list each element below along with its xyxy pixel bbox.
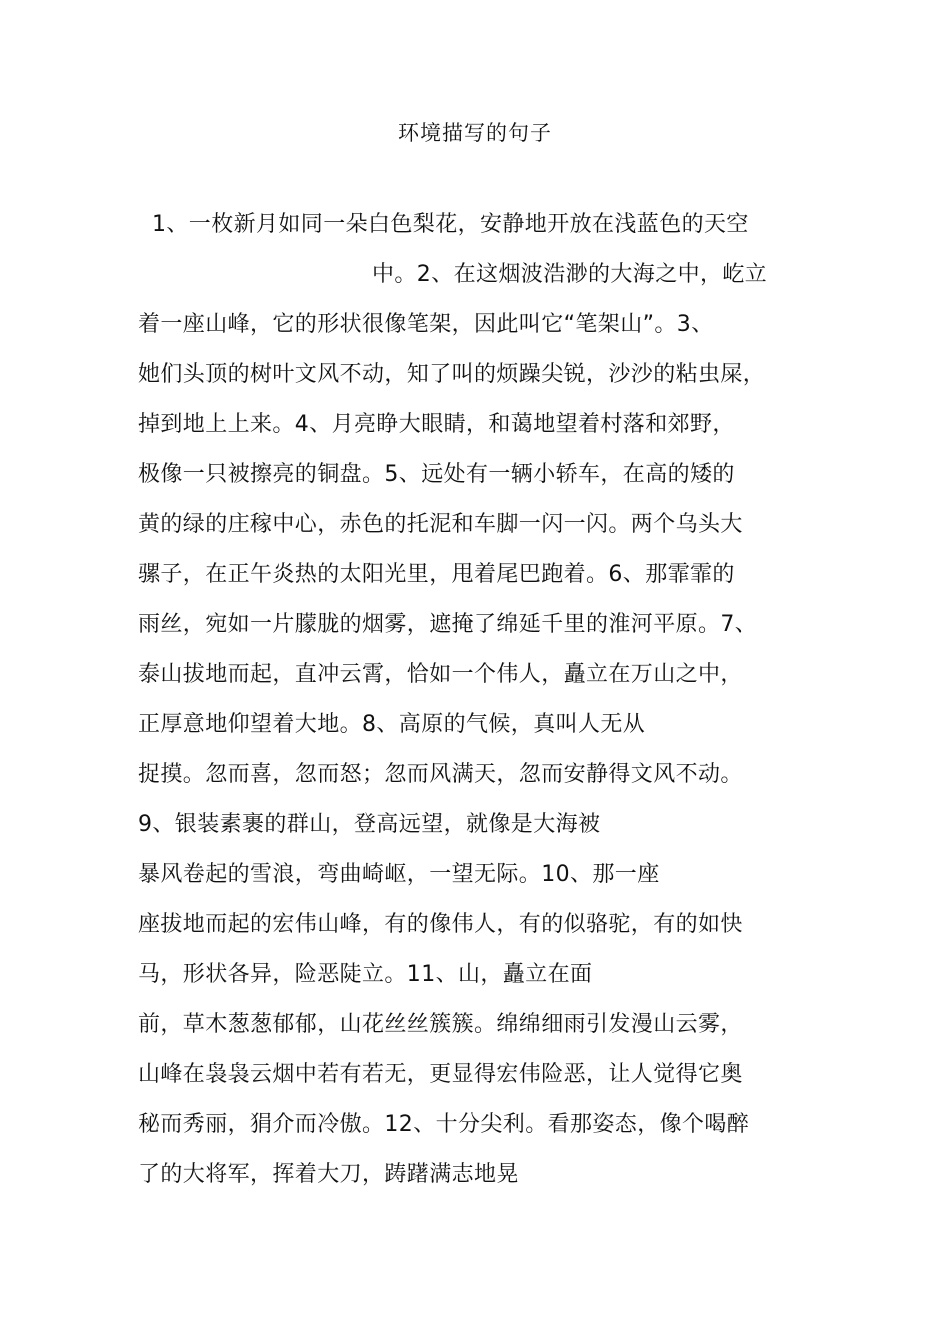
text-line-14: 暴风卷起的雪浪，弯曲崎岖，一望无际。10、那一座 <box>138 862 660 887</box>
text-line-15: 座拔地而起的宏伟山峰，有的像伟人，有的似骆驼，有的如快 <box>138 912 743 937</box>
text-line-13: 9、银装素裹的群山，登高远望，就像是大海被 <box>138 812 601 837</box>
text-line-4: 她们头顶的树叶文风不动，知了叫的烦躁尖锐，沙沙的粘虫屎， <box>138 362 766 387</box>
text-line-5: 掉到地上上来。4、月亮睁大眼睛，和蔼地望着村落和郊野， <box>138 412 735 437</box>
text-line-12: 捉摸。忽而喜，忽而怒；忽而风满天，忽而安静得文风不动。 <box>138 762 743 787</box>
text-line-16: 马，形状各异，险恶陡立。11、山，矗立在面 <box>138 962 593 987</box>
text-line-7: 黄的绿的庄稼中心，赤色的托泥和车脚一闪一闪。两个乌头大 <box>138 512 743 537</box>
text-line-9: 雨丝，宛如一片朦胧的烟雾，遮掩了绵延千里的淮河平原。7、 <box>138 612 758 637</box>
text-line-1: 1、一枚新月如同一朵白色梨花，安静地开放在浅蓝色的天空 <box>152 212 749 237</box>
text-line-8: 骡子，在正午炎热的太阳光里，甩着尾巴跑着。6、那霏霏的 <box>138 562 735 587</box>
text-line-2: 中。2、在这烟波浩渺的大海之中，屹立 <box>372 262 768 287</box>
text-line-11: 正厚意地仰望着大地。8、高原的气候，真叫人无从 <box>138 712 646 737</box>
text-line-18: 山峰在袅袅云烟中若有若无，更显得宏伟险恶，让人觉得它奥 <box>138 1062 743 1087</box>
text-line-19: 秘而秀丽，狷介而冷傲。12、十分尖利。看那姿态，像个喝醉 <box>138 1112 750 1137</box>
text-line-10: 泰山拔地而起，直冲云霄，恰如一个伟人，矗立在万山之中， <box>138 662 743 687</box>
text-line-6: 极像一只被擦亮的铜盘。5、远处有一辆小轿车，在高的矮的 <box>138 462 735 487</box>
text-line-20: 了的大将军，挥着大刀，踌躇满志地晃 <box>138 1162 519 1187</box>
text-line-17: 前，草木葱葱郁郁，山花丝丝簇簇。绵绵细雨引发漫山云雾， <box>138 1012 743 1037</box>
document-title: 环境描写的句子 <box>398 121 552 145</box>
text-line-3: 着一座山峰，它的形状很像笔架，因此叫它“笔架山”。3、 <box>138 312 714 337</box>
